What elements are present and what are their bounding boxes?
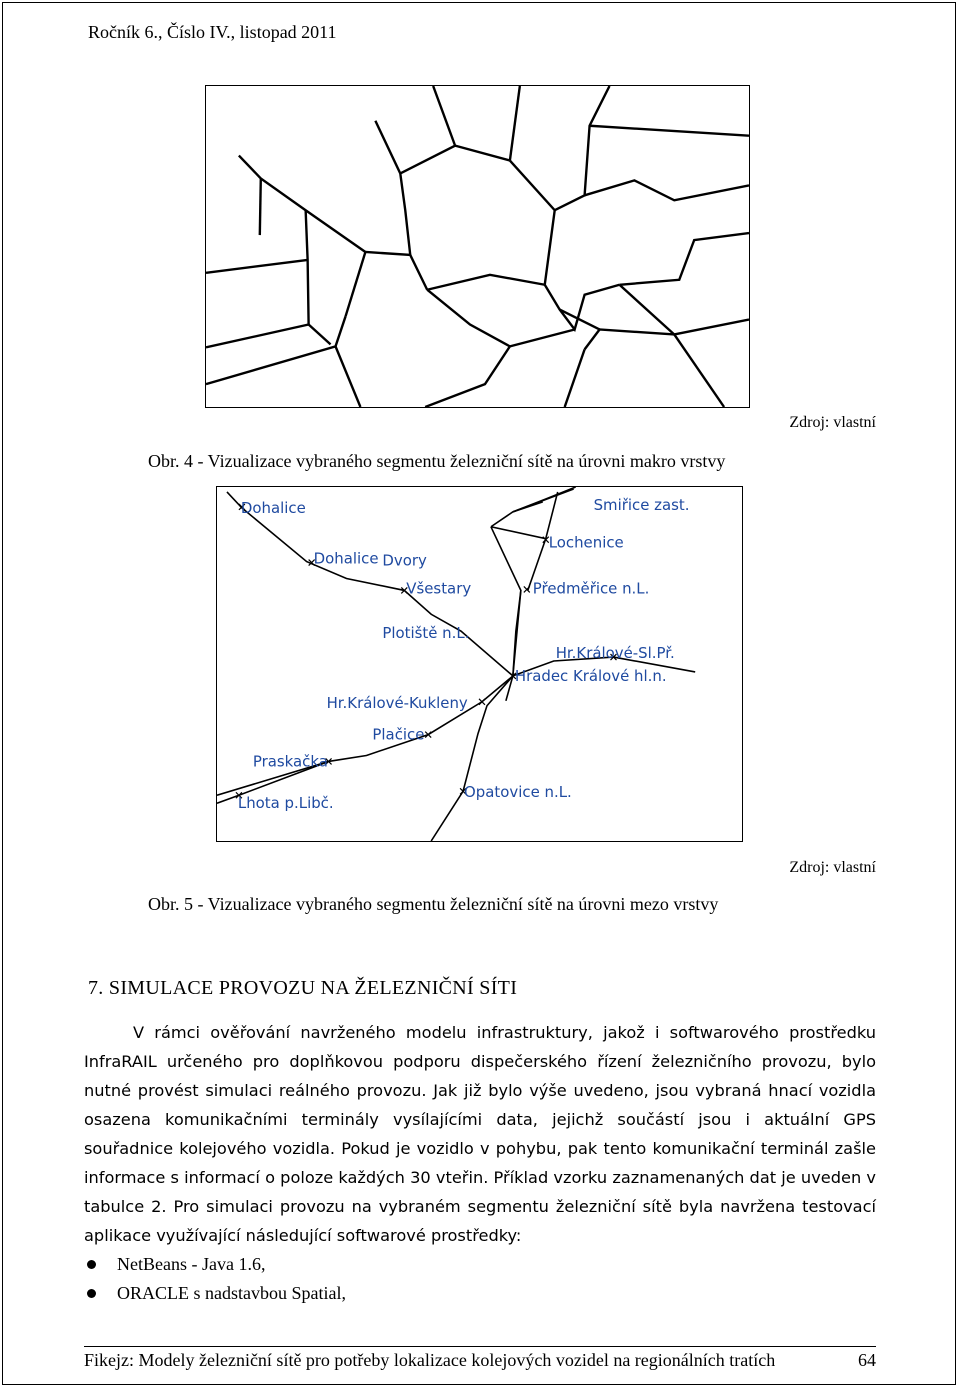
station-label: Hradec Králové hl.n. — [514, 666, 667, 685]
station-label: Plotiště n.L. — [382, 624, 470, 643]
body-text — [84, 1018, 876, 1250]
station-label: Všestary — [406, 579, 472, 598]
station-label: Předměřice n.L. — [532, 579, 650, 598]
station-label: Praskačka — [252, 752, 328, 771]
station-label: Plačice — [372, 725, 425, 744]
figure-5-source: Zdroj: vlastní — [789, 859, 876, 876]
bullet-dot-icon — [87, 1260, 96, 1269]
station-label: Lhota p.Libč. — [237, 794, 334, 813]
body-paragraph: V rámci ověřování navrženého modelu infrastruktury, jakož i softwarového prostředku InfraRAIL určeného pro doplňkovou podporu dispečerského řízení železničního provozu, bylo nutné provést simulaci reálného provozu. Jak již bylo výše uvedeno, jsou vybraná hnací vozidla osazena komunikačními terminály vysílajícími data, jejichž součástí jsou i aktuální GPS souřadnice kolejového vozidla. Pokud je vozidlo v pohybu, pak tento komunikační terminál zašle informace s informací o poloze každých 30 vteřin. Příklad vzorku zaznamenaných dat je uveden v tabulce 2. Pro simulaci provozu na vybraném segmentu železniční sítě byla navržena testovací aplikace využívající následující softwarové prostředky: — [84, 1023, 876, 1245]
station-labels — [238, 496, 690, 812]
footer-text: Fikejz: Modely železniční sítě pro potřeby lokalizace kolejových vozidel na regionálních tratích — [84, 1350, 776, 1370]
station-label: Dohalice — [313, 549, 379, 568]
bullet-list — [84, 1250, 876, 1308]
bullet-item — [84, 1279, 876, 1308]
page-footer — [84, 1346, 876, 1375]
station-label: Dvory — [382, 551, 427, 570]
figure-4-source: Zdroj: vlastní — [789, 414, 876, 431]
bullet-text: ORACLE s nadstavbou Spatial, — [117, 1283, 346, 1303]
macro-network-svg — [206, 86, 749, 407]
figure-4-caption: Obr. 4 - Vizualizace vybraného segmentu železniční sítě na úrovni makro vrstvy — [148, 451, 726, 471]
page-number: 64 — [858, 1350, 876, 1370]
figure-5-mezo-network — [216, 486, 743, 842]
figure-4-macro-network — [205, 85, 750, 408]
station-label: Dohalice — [240, 498, 306, 517]
macro-edges — [206, 86, 749, 407]
running-header: Ročník 6., Číslo IV., listopad 2011 — [88, 22, 337, 42]
station-label: Hr.Králové-Sl.Př. — [555, 644, 675, 663]
bullet-text: NetBeans - Java 1.6, — [117, 1254, 266, 1274]
bullet-dot-icon — [87, 1289, 96, 1298]
section-title: 7. SIMULACE PROVOZU NA ŽELEZNIČNÍ SÍTI — [88, 977, 518, 999]
station-label: Lochenice — [548, 533, 624, 552]
mezo-network-svg — [217, 487, 742, 841]
station-label: Smiřice zast. — [593, 495, 690, 514]
station-label: Hr.Králové-Kukleny — [326, 693, 468, 712]
figure-5-caption: Obr. 5 - Vizualizace vybraného segmentu železniční sítě na úrovni mezo vrstvy — [148, 894, 719, 914]
bullet-item — [84, 1250, 876, 1279]
station-label: Opatovice n.L. — [464, 783, 572, 802]
